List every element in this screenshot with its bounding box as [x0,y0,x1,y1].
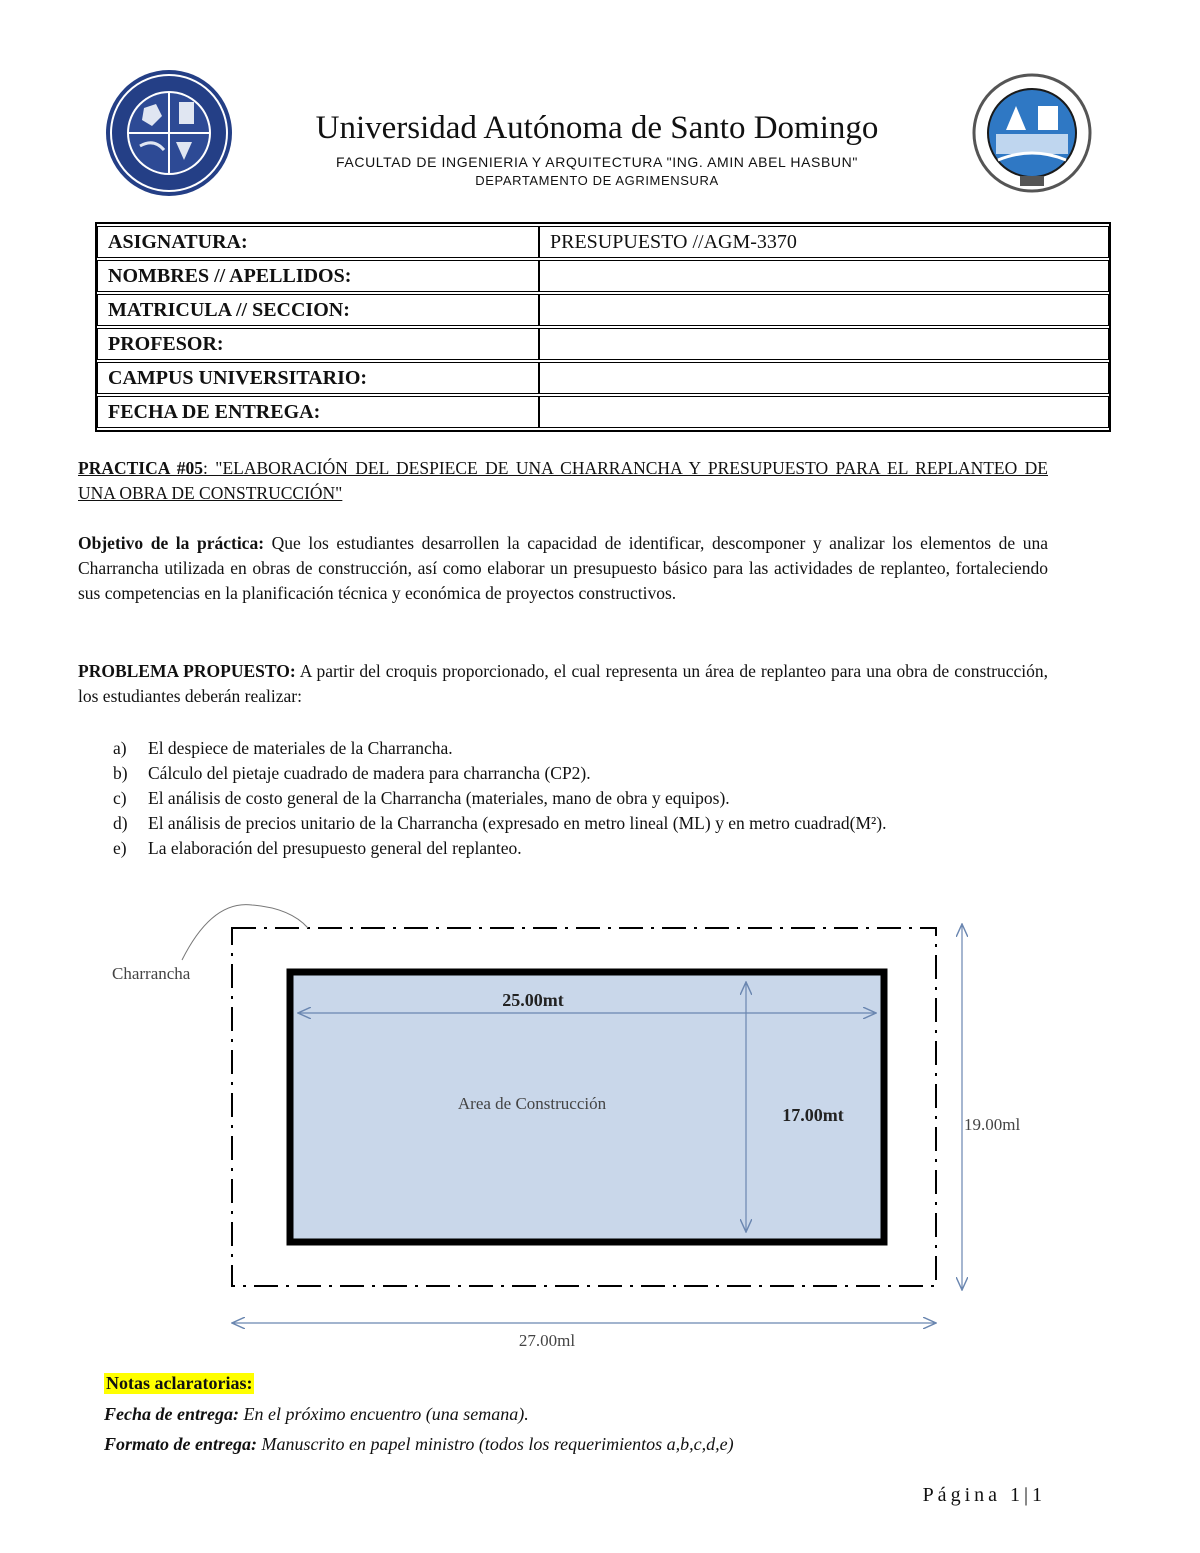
nombres-field[interactable] [539,260,1109,292]
inner-height-label: 17.00mt [782,1105,844,1125]
asignatura-label: ASIGNATURA: [97,226,539,258]
list-marker: a) [113,738,127,758]
faculty-name: FACULTAD DE INGENIERIA Y ARQUITECTURA "ING. AMIN ABEL HASBUN" [336,154,858,170]
campus-field[interactable] [539,362,1109,394]
list-marker: c) [113,788,127,808]
requirements-list [78,736,1048,861]
table-row [97,396,1109,428]
notes-title: Notas aclaratorias: [106,1373,253,1393]
outer-width-label: 27.00ml [518,1331,576,1350]
inner-width-label: 25.00mt [502,990,564,1010]
objetivo-label: Objetivo de la práctica: [78,533,265,553]
page-number: Página 1|1 [922,1484,1046,1506]
list-item [78,811,1048,836]
table-row [97,260,1109,292]
list-marker: d) [113,813,128,833]
fecha-note [104,1404,529,1425]
fecha-entrega-field[interactable] [539,396,1109,428]
department-name: DEPARTAMENTO DE AGRIMENSURA [475,173,719,188]
fecha-note-text: En el próximo encuentro (una semana). [238,1404,529,1424]
formato-note-label: Formato de entrega: [104,1434,257,1454]
outer-height-label: 19.00ml [964,1115,1021,1134]
list-item-text: La elaboración del presupuesto general del replanteo. [148,838,522,858]
site-sketch [0,890,1200,1360]
list-item-text: El análisis de precios unitario de la Charrancha (expresado en metro lineal (ML) y en metro cuadrad(M²). [148,813,887,833]
list-item-text: Cálculo del pietaje cuadrado de madera para charrancha (CP2). [148,763,591,783]
formato-note-text: Manuscrito en papel ministro (todos los requerimientos a,b,c,d,e) [257,1434,734,1454]
charrancha-label: Charrancha [112,964,191,983]
list-item [78,836,1048,861]
list-item [78,786,1048,811]
profesor-label: PROFESOR: [97,328,539,360]
list-item-text: El despiece de materiales de la Charrancha. [148,738,453,758]
matricula-field[interactable] [539,294,1109,326]
problema-label: PROBLEMA PROPUESTO: [78,661,296,681]
problema-paragraph [78,659,1048,709]
fecha-entrega-label: FECHA DE ENTREGA: [97,396,539,428]
profesor-field[interactable] [539,328,1109,360]
campus-label: CAMPUS UNIVERSITARIO: [97,362,539,394]
formato-note [104,1434,734,1455]
list-marker: b) [113,763,128,783]
list-marker: e) [113,838,127,858]
construction-area-label: Area de Construcción [457,1094,607,1113]
university-title: Universidad Autónoma de Santo Domingo [315,110,879,146]
asignatura-value[interactable]: PRESUPUESTO //AGM-3370 [539,226,1109,258]
table-row [97,362,1109,394]
objetivo-paragraph [78,531,1048,606]
student-info-table [95,222,1111,432]
objetivo-text: Que los estudiantes desarrollen la capacidad de identificar, descomponer y analizar los elementos de una Charrancha utilizada en obras de construcción, así como elaborar un presupuesto básico para las actividades de replanteo, fortaleciendo sus competencias en la planificación técnica y económica de proyectos constructivos. [78,533,1048,603]
practica-title [78,456,1048,506]
charrancha-leader [182,905,308,960]
list-item [78,736,1048,761]
table-row [97,294,1109,326]
nombres-label: NOMBRES // APELLIDOS: [97,260,539,292]
practica-text: : "ELABORACIÓN DEL DESPIECE DE UNA CHARRANCHA Y PRESUPUESTO PARA EL REPLANTEO DE UNA OBRA DE CONSTRUCCIÓN" [78,458,1048,503]
problema-text: A partir del croquis proporcionado, el cual representa un área de replanteo para una obra de construcción, los estudiantes deberán realizar: [78,661,1048,706]
practica-label: PRACTICA #05 [78,458,204,478]
matricula-label: MATRICULA // SECCION: [97,294,539,326]
fecha-note-label: Fecha de entrega: [104,1404,239,1424]
list-item-text: El análisis de costo general de la Charrancha (materiales, mano de obra y equipos). [148,788,730,808]
table-row [97,328,1109,360]
list-item [78,761,1048,786]
table-row [97,226,1109,258]
